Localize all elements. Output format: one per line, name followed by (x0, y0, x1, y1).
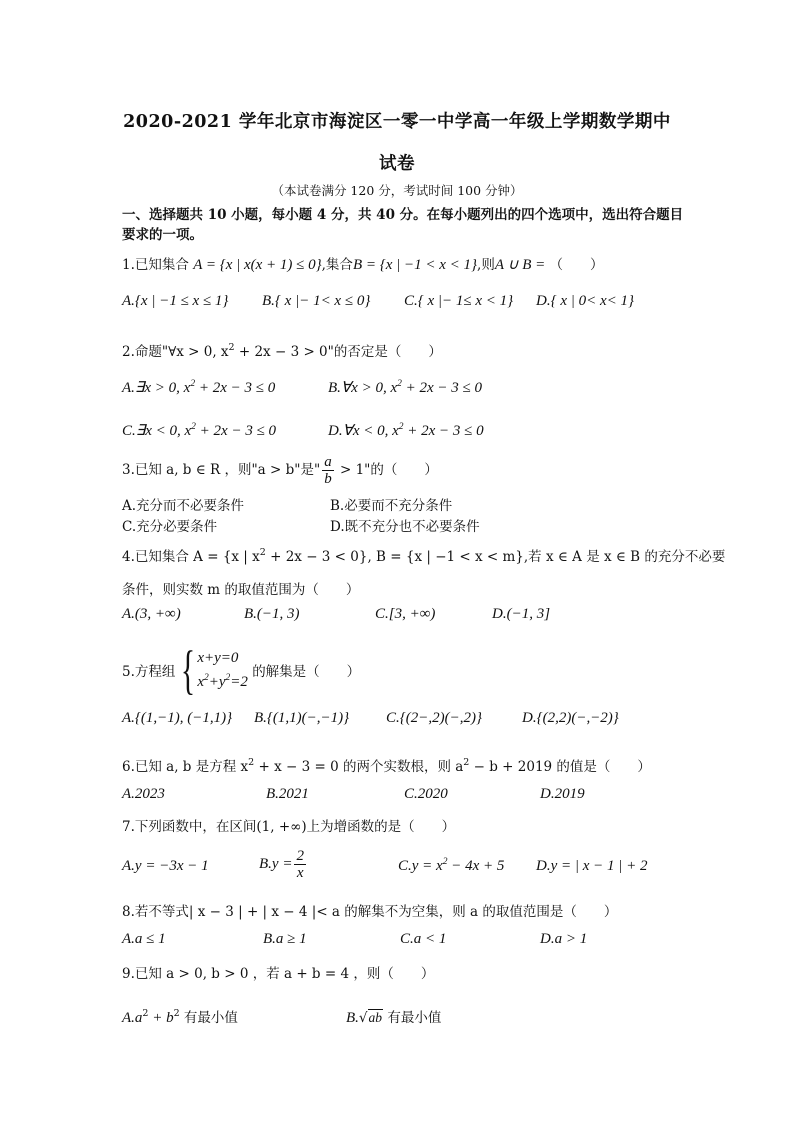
q9-option-b: B.√ab 有最小值 (346, 1010, 442, 1026)
exam-title-line2: 试卷 (379, 154, 415, 174)
question-4-line1: 4.已知集合 A = {x | $x^2 + 2x - 3 < 0$}, B = {x | −1 < x < m},若 x ∈ A 是 x ∈ B 的充分不必要 (122, 547, 726, 565)
q1-prefix: 1.已知集合 (122, 257, 189, 273)
q5-option-b: B.{(1,1)(−,−1)} (254, 710, 350, 726)
q5-option-d: D.{(2,2)(−,−2)} (522, 710, 619, 726)
q3-stem-a: 3.已知 a, b ∈ R ，则"a > b"是" (122, 462, 321, 478)
question-8-stem: 8.若不等式| x − 3 | + | x − 4 |< a 的解集不为空集，则 a 的取值范围是（ ） (122, 904, 618, 920)
q1-end: （ ） (549, 257, 604, 273)
q2-option-d: D.∀x < 0, $x^2 + 2x - 3 \le 0$ (328, 422, 484, 439)
equation-system: x+y=0 $x^2+y^2=2$ (197, 650, 248, 690)
q3-option-c: C.充分必要条件 (122, 519, 218, 535)
q7-option-c: $C.y = x^2 - 4x + 5$ (398, 857, 505, 874)
q2-option-c: C.∃x < 0, $x^2 + 2x - 3 \le 0$ (122, 422, 277, 439)
q3-stem-b: > 1"的（ ） (335, 462, 438, 478)
q1-option-c: C.{ x |− 1≤ x < 1} (404, 293, 514, 309)
q7-option-b: B.y = $\frac{2}{x}$ (259, 848, 304, 881)
q6-option-b: B.2021 (266, 786, 309, 802)
q3-option-a: A.充分而不必要条件 (122, 498, 245, 514)
q1-mid: ,集合 (321, 257, 353, 273)
q4-option-a: A.(3, +∞) (122, 606, 181, 622)
q7-option-a: A.y = −3x − 1 (122, 858, 209, 874)
q5-option-a: A.{(1,−1), (−1,1)} (122, 710, 233, 726)
q8-option-a: A.a ≤ 1 (122, 931, 166, 947)
q1-suffix: ,则 (477, 257, 495, 273)
q2-stem-a: 2.命题"∀x > 0, x (122, 344, 229, 360)
q1-option-b: B.{ x |− 1< x ≤ 0} (262, 293, 371, 309)
question-2-stem: 2.命题"∀x > 0, $x^2 + 2x - 3 > 0$"的否定是（ ） (122, 342, 442, 360)
q6-option-a: A.2023 (122, 786, 165, 802)
q2-stem-b: + 2x − 3 > 0"的否定是（ ） (234, 344, 442, 360)
question-7-stem: 7.下列函数中，在区间(1, +∞)上为增函数的是（ ） (122, 819, 456, 835)
question-1-stem: 1.已知集合 A = {x | x(x + 1) ≤ 0},集合B = {x | −1 < x < 1},则A ∪ B = （ ） (122, 257, 604, 273)
question-3-stem (122, 454, 438, 487)
q4-option-c: C.[3, +∞) (375, 606, 436, 622)
q2-option-b: B.∀x > 0, $x^2 + 2x - 3 \le 0$ (328, 379, 483, 396)
q6-option-c: C.2020 (404, 786, 448, 802)
exam-title-line1: 2020-2021 学年北京市海淀区一零一中学高一年级上学期数学期中 (123, 112, 671, 132)
q1-option-a: A.{x | −1 ≤ x ≤ 1} (122, 293, 229, 309)
q3-fraction: $\frac{a}{b}$ (324, 454, 332, 487)
q3-option-b: B.必要而不充分条件 (330, 498, 453, 514)
question-4-line2: 条件，则实数 m 的取值范围为（ ） (122, 582, 360, 598)
exam-note: （本试卷满分 120 分，考试时间 100 分钟） (271, 183, 523, 198)
q3-option-d: D.既不充分也不必要条件 (330, 519, 480, 535)
q8-option-c: C.a < 1 (400, 931, 447, 947)
left-brace-icon: { (181, 640, 196, 700)
q4-option-b: B.(−1, 3) (244, 606, 300, 622)
q4-option-d: D.(−1, 3] (492, 606, 551, 622)
q2-option-a: A.∃x > 0, $x^2 + 2x - 3 \le 0$ (122, 379, 276, 396)
q8-option-b: B.a ≥ 1 (263, 931, 307, 947)
section1-heading-line2: 要求的一项。 (122, 227, 203, 243)
section1-heading-line1: 一、选择题共 10 小题，每小题 4 分，共 40 分。在每小题列出的四个选项中，选出符合题目 (122, 207, 684, 223)
q7-option-d: D.y = | x − 1 | + 2 (536, 858, 648, 874)
q1-option-d: D.{ x | 0< x< 1} (536, 293, 635, 309)
q8-option-d: D.a > 1 (540, 931, 588, 947)
question-9-stem: 9.已知 a > 0, b > 0 ，若 a + b = 4 ，则（ ） (122, 966, 435, 982)
q5-option-c: C.{(2−,2)(−,2)} (386, 710, 482, 726)
question-6-stem: 6.已知 a, b 是方程 $x^2 + x - 3 = 0$ 的两个实数根，则 $a^2 - b + 2019$ 的值是（ ） (122, 757, 651, 775)
q6-option-d: D.2019 (540, 786, 585, 802)
q9-option-a: $A.a^2 + b^2$ 有最小值 (122, 1008, 238, 1026)
sqrt-symbol: √ab (358, 1010, 383, 1026)
question-5-stem: 5.方程组 { x+y=0 $x^2+y^2=2$ 的解集是（ ） (122, 640, 361, 700)
